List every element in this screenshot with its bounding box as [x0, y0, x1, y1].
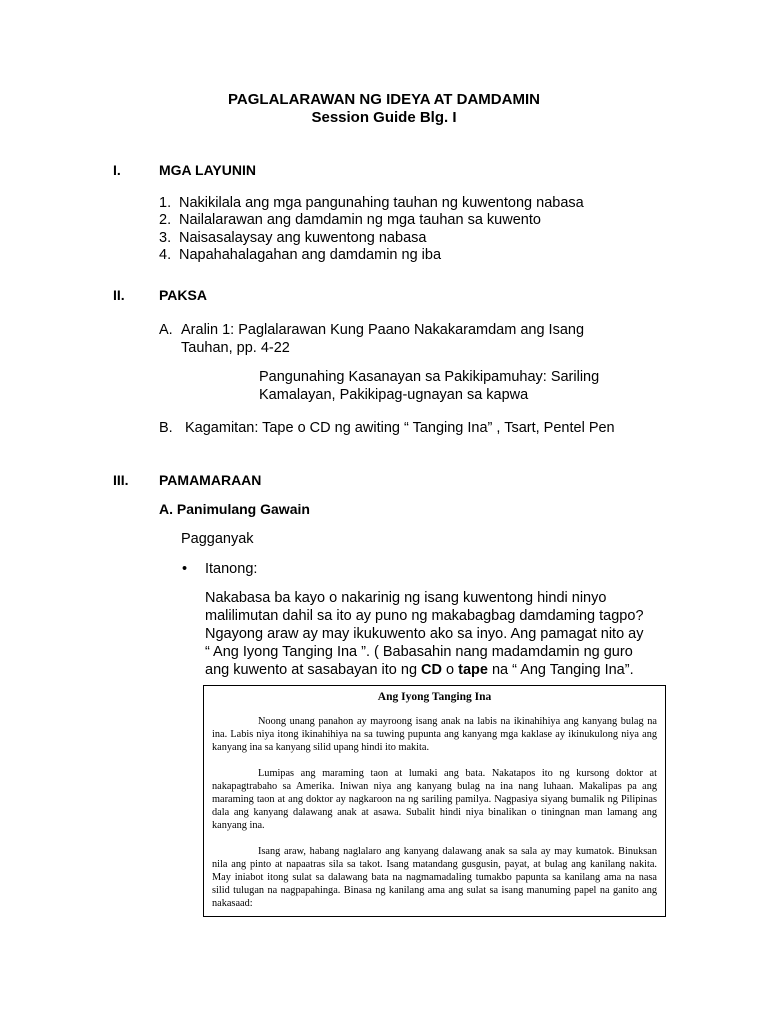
- objective-number: 3.: [159, 230, 172, 246]
- objective-text: Naisasalaysay ang kuwentong nabasa: [179, 230, 427, 246]
- pagganyak-label: Pagganyak: [181, 531, 254, 547]
- section-1-number: I.: [113, 162, 121, 178]
- objective-text: Napahahalagahan ang damdamin ng iba: [179, 247, 442, 263]
- value-line-2: Kamalayan, Pakikipag-ugnayan sa kapwa: [259, 387, 529, 403]
- objective-item: [159, 230, 426, 248]
- story-box: [203, 685, 666, 917]
- objective-number: 1.: [159, 195, 172, 211]
- tape-word: tape: [458, 662, 488, 678]
- section-3-title: PAMAMARAAN: [159, 472, 262, 488]
- document-subtitle: Session Guide Blg. I: [311, 109, 457, 126]
- aralin-line-1: Aralin 1: Paglalarawan Kung Paano Nakakaramdam ang Isang: [181, 322, 585, 338]
- paragraph-line: Nakabasa ba kayo o nakarinig ng isang kuwentong hindi ninyo: [205, 590, 607, 606]
- document-title: PAGLALARAWAN NG IDEYA AT DAMDAMIN: [228, 91, 540, 108]
- objective-text: Nailalarawan ang damdamin ng mga tauhan sa kuwento: [179, 212, 541, 228]
- bullet: •: [182, 561, 188, 577]
- itanong-label: Itanong:: [205, 561, 258, 577]
- aralin-line-2: Tauhan, pp. 4-22: [181, 340, 290, 356]
- objective-item: [159, 195, 584, 213]
- objective-item: [159, 247, 441, 265]
- intro-paragraph: [205, 589, 675, 679]
- objective-number: 2.: [159, 212, 172, 228]
- paragraph-line: Ngayong araw ay may ikukuwento ako sa inyo. Ang pamagat nito ay: [205, 626, 644, 642]
- section-2-title: PAKSA: [159, 287, 207, 303]
- story-title: Ang Iyong Tanging Ina: [377, 691, 492, 703]
- objective-number: 4.: [159, 247, 172, 263]
- section-2-number: II.: [113, 287, 125, 303]
- paksa-b-marker: B.: [159, 420, 173, 436]
- paragraph-line: “ Ang Iyong Tanging Ina ”. ( Babasahin nang madamdamin ng guro: [205, 644, 633, 660]
- story-paragraph-2: Lumipas ang maraming taon at lumaki ang bata. Nakatapos ito ng kursong doktor at nakapagtrabaho sa Amerika. Iniwan niya ang kanyang bulag na ina nang luhaan. Makalipas pa ang maraming taon at ang doktor ay nagkaroon na ng sariling pamilya. Nagpasiya siyang bumalik ng Pilipinas dala ang kanyang dalawang anak at asawa. Subalit hindi niya binalikan o tiningnan man lamang ang kanyang ina.: [212, 768, 657, 831]
- section-1-title: MGA LAYUNIN: [159, 162, 256, 178]
- objective-item: [159, 212, 541, 230]
- paragraph-line: ang kuwento at sasabayan ito ng CD o tape na “ Ang Tanging Ina”.: [205, 662, 634, 678]
- story-paragraph-3: Isang araw, habang naglalaro ang kanyang dalawang anak sa sala ay may kumatok. Binuksan nila ang pinto at napaatras sila sa takot. Isang matandang gusgusin, payat, at bulag ang kanilang nakita. May iniabot itong sulat sa dalawang bata na nagmamadaling tumakbo papunta sa kanilang ama na nasa silid tulugan na nagpapahinga. Binasa ng kanilang ama ang sulat sa isang manuming papel na ganito ang nakasaad:: [212, 846, 657, 909]
- paragraph-line: malilimutan dahil sa ito ay puno ng makabagbag damdaming tagpo?: [205, 608, 644, 624]
- paksa-a-marker: A.: [159, 322, 173, 338]
- kagamitan-text: Kagamitan: Tape o CD ng awiting “ Tanging Ina” , Tsart, Pentel Pen: [185, 420, 615, 436]
- story-paragraph-1: Noong unang panahon ay mayroong isang anak na labis na ikinahihiya ang kanyang bulag na ina. Labis niya itong ikinahihiya na sa tuwing pupunta ang kanyang mga kaklase ay ikinukulong niya ang kanyang ina sa kanyang silid upang hindi ito makita.: [212, 716, 657, 753]
- objective-text: Nakikilala ang mga pangunahing tauhan ng kuwentong nabasa: [179, 195, 584, 211]
- section-3-number: III.: [113, 472, 129, 488]
- panimulang-gawain-heading: A. Panimulang Gawain: [159, 501, 310, 517]
- value-line-1: Pangunahing Kasanayan sa Pakikipamuhay: Sariling: [259, 369, 600, 385]
- cd-word: CD: [421, 662, 442, 678]
